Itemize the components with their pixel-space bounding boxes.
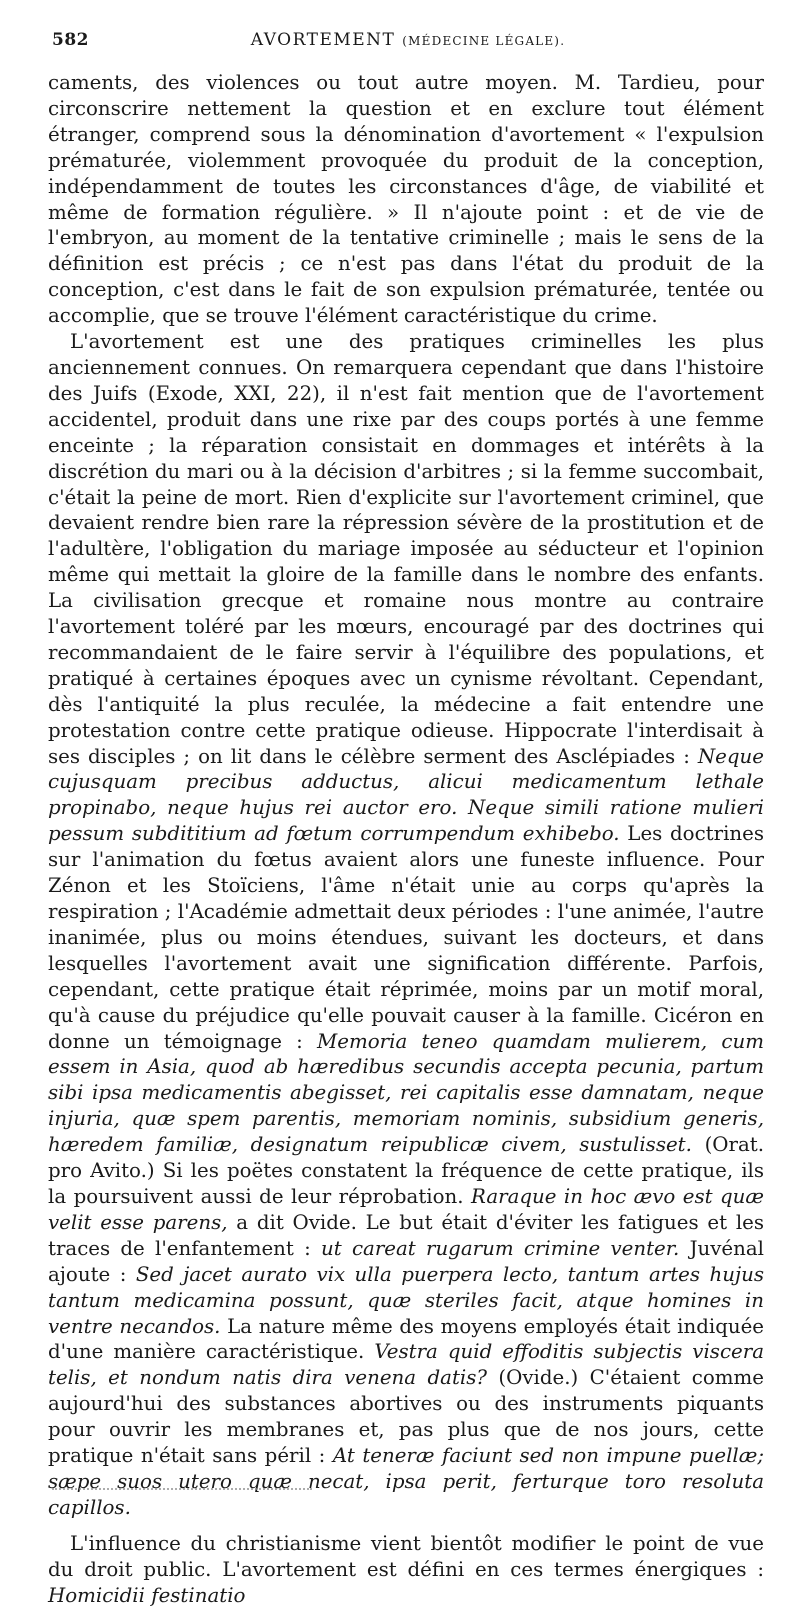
text-segment: L'avortement est une des pratiques criminelles les plus anciennement connues. On remarquera cependant que dans l'histoire des Juifs (Exode, XXI, 22), il n'est fait mention que de l'avortement accidentel, produit dans une rixe par des coups portés à une femme enceinte ; la réparation consistait en dommages et intérêts à la discrétion du mari ou à la décision d'arbitres ; si la femme succombait, c'était la peine de mort. Rien d'explicite sur l'avortement criminel, que devaient rendre bien rare la répression sévère de la prostitution et de l'adultère, l'obligation du mariage imposée au séducteur et l'opinion même qui mettait la gloire de la famille dans le nombre des enfants. La civilisation grecque et romaine nous montre au contraire l'avortement toléré par les mœurs, encouragé par des doctrines qui recommandaient de le faire servir à l'équilibre des populations, et pratiqué à certaines époques avec un cynisme révoltant. Cependant, dès l'antiquité la plus reculée, la médecine a fait entendre une protestation contre cette pratique odieuse. Hippocrate l'interdisait à ses disciples ; on lit dans le célèbre serment des Asclépiades : [48, 330, 764, 768]
latin-quotation: Raraque in hoc ævo est quæ velit esse parens, [48, 1184, 764, 1234]
running-head [52, 30, 764, 50]
latin-quotation: Memoria teneo quamdam mulierem, cum essem in Asia, quod ab hæredibus secundis accepta pecunia, partum sibi ipsa medicamentis abegisset, rei capitalis esse damnatam, neque injuria, quæ spem parentis, memoriam nominis, subsidium generis, hæredem familiæ, designatum reipublicæ civem, sustulisset. [48, 1029, 764, 1157]
text-segment: Juvénal ajoute : [48, 1236, 764, 1286]
page-header [52, 30, 764, 62]
text-segment: a dit Ovide. Le but était d'éviter les fatigues et les traces de l'enfantement : [48, 1210, 765, 1260]
latin-quotation: Homicidii festinatio [48, 1583, 246, 1607]
latin-quotation: Vestra quid effoditis subjectis viscera telis, et nondum natis dira venena datis? [48, 1340, 764, 1390]
running-head-subtitle: (MÉDECINE LÉGALE). [402, 34, 566, 48]
footer-rule [52, 1488, 312, 1492]
text-segment: (Ovide.) C'étaient comme aujourd'hui des substances abortives ou des instruments piquants pour ouvrir les membranes et, pas plus que de nos jours, cette pratique n'était sans péril : [48, 1366, 764, 1468]
latin-quotation: Sed jacet aurato vix ulla puerpera lecto, tantum artes hujus tantum medicamina possunt, quæ steriles facit, atque homines in ventre necandos. [48, 1262, 764, 1338]
text-segment: caments, des violences ou tout autre moyen. M. Tardieu, pour circonscrire nettement la question et en exclure tout élément étranger, comprend sous la dénomination d'avortement « l'expulsion prématurée, violemment provoquée du produit de la conception, indépendamment de toutes les circonstances d'âge, de viabilité et même de formation régulière. » Il n'ajoute point : et de vie de l'embryon, au moment de la tentative criminelle ; mais le sens de la définition est précis ; ce n'est pas dans l'état du produit de la conception, c'est dans le fait de son expulsion prématurée, tentée ou accomplie, que se trouve l'élément caractéristique du crime. [48, 71, 764, 328]
text-segment: L'influence du christianisme vient bientôt modifier le point de vue du droit public. L'avortement est défini en ces termes énergiques : [48, 1531, 764, 1581]
paragraph-2 [48, 329, 764, 1521]
body-text [48, 70, 764, 1608]
latin-quotation: Neque cujusquam precibus adductus, alicui medicamentum lethale propinabo, neque hujus rei auctor ero. Neque simili ratione mulieri pessum subdititium ad fœtum corrumpendum exhibebo. [48, 744, 764, 846]
running-head-title: AVORTEMENT [250, 30, 396, 50]
latin-quotation: ut careat rugarum crimine venter. [321, 1236, 680, 1260]
text-segment: La nature même des moyens employés était indiquée d'une manière caractéristique. [48, 1314, 765, 1364]
paragraph-1 [48, 70, 764, 329]
text-segment: Les doctrines sur l'animation du fœtus avaient alors une funeste influence. Pour Zénon et les Stoïciens, l'âme n'était unie au corps qu'après la respiration ; l'Académie admettait deux périodes : l'une animée, l'autre inanimée, plus ou moins étendues, suivant les docteurs, et dans lesquelles l'avortement avait une signification différente. Parfois, cependant, cette pratique était réprimée, moins par un motif moral, qu'à cause du préjudice qu'elle pouvait causer à la famille. Cicéron en donne un témoignage : [48, 822, 764, 1053]
page-number: 582 [52, 30, 89, 50]
text-segment: (Orat. pro Avito.) Si les poëtes constatent la fréquence de cette pratique, ils la poursuivent aussi de leur réprobation. [48, 1133, 764, 1208]
paragraph-3 [48, 1531, 764, 1608]
latin-quotation: At teneræ faciunt sed non impune puellæ; sæpe suos utero quæ necat, ipsa perit, ferturque toro resoluta capillos. [48, 1444, 764, 1519]
